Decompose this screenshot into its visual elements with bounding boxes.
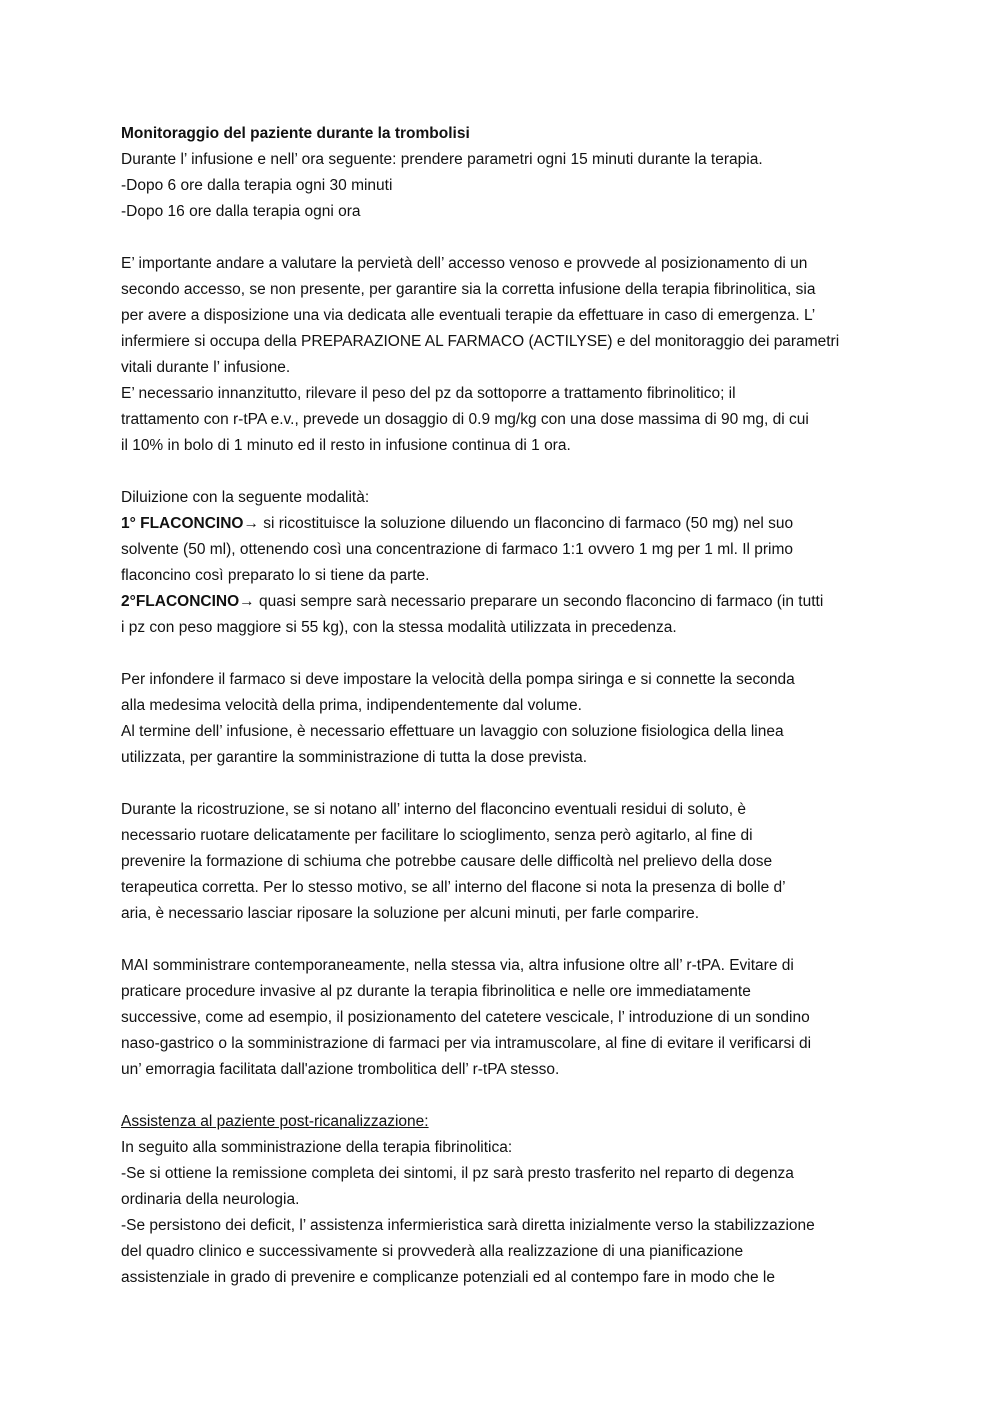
section-title-monitoring: Monitoraggio del paziente durante la trombolisi (121, 125, 470, 142)
paragraph-gap (121, 225, 882, 251)
vial1-text: → si ricostituisce la soluzione diluendo un flaconcino di farmaco (50 mg) nel suo (243, 515, 794, 532)
vial2-label: 2°FLACONCINO (121, 593, 240, 610)
text-line: del quadro clinico e successivamente si provvederà alla realizzazione di una pianificazione (121, 1243, 744, 1260)
text-line: successive, come ad esempio, il posizionamento del catetere vescicale, l’ introduzione di un sondino (121, 1009, 810, 1026)
text-line: infermiere si occupa della PREPARAZIONE AL FARMACO (ACTILYSE) e del monitoraggio dei parametri (121, 333, 840, 350)
text-line: Per infondere il farmaco si deve impostare la velocità della pompa siringa e si connette la seconda (121, 671, 795, 688)
text-line: prevenire la formazione di schiuma che potrebbe causare delle difficoltà nel prelievo della dose (121, 853, 773, 870)
section-title-post-recanalization: Assistenza al paziente post-ricanalizzazione: (121, 1113, 429, 1130)
text-line: praticare procedure invasive al pz durante la terapia fibrinolitica e nelle ore immediatamente (121, 983, 751, 1000)
text-line: -Se si ottiene la remissione completa dei sintomi, il pz sarà presto trasferito nel reparto di degenza (121, 1165, 794, 1182)
text-line: per avere a disposizione una via dedicata alle eventuali terapie da effettuare in caso di emergenza. L’ (121, 307, 816, 324)
text-line: MAI somministrare contemporaneamente, nella stessa via, altra infusione oltre all’ r-tPA. Evitare di (121, 957, 794, 974)
text-line: il 10% in bolo di 1 minuto ed il resto in infusione continua di 1 ora. (121, 437, 571, 454)
text-line: In seguito alla somministrazione della terapia fibrinolitica: (121, 1139, 513, 1156)
text-line: Durante la ricostruzione, se si notano all’ interno del flaconcino eventuali residui di soluto, è (121, 801, 746, 818)
text-line: solvente (50 ml), ottenendo così una concentrazione di farmaco 1:1 ovvero 1 mg per 1 ml. Il primo (121, 541, 794, 558)
text-line: flaconcino così preparato lo si tiene da parte. (121, 567, 430, 584)
text-line: necessario ruotare delicatamente per facilitare lo scioglimento, senza però agitarlo, al fine di (121, 827, 753, 844)
text-line: ordinaria della neurologia. (121, 1191, 300, 1208)
text-line: E’ importante andare a valutare la pervietà dell’ accesso venoso e provvede al posizionamento di un (121, 255, 808, 272)
vial2-text: → quasi sempre sarà necessario preparare un secondo flaconcino di farmaco (in tutti (239, 593, 824, 610)
text-line (121, 511, 882, 537)
text-line: E’ necessario innanzitutto, rilevare il peso del pz da sottoporre a trattamento fibrinolitico; il (121, 385, 736, 402)
text-line: assistenziale in grado di prevenire e complicanze potenziali ed al contempo fare in modo che le (121, 1269, 775, 1286)
paragraph-gap (121, 771, 882, 797)
text-line: vitali durante l’ infusione. (121, 359, 291, 376)
paragraph-gap (121, 1083, 882, 1109)
text-line: aria, è necessario lasciar riposare la soluzione per alcuni minuti, per farle comparire. (121, 905, 700, 922)
text-line: Durante l’ infusione e nell’ ora seguente: prendere parametri ogni 15 minuti durante la terapia. (121, 151, 763, 168)
text-line: un’ emorragia facilitata dall'azione trombolitica dell’ r-tPA stesso. (121, 1061, 560, 1078)
vial1-label: 1° FLACONCINO (121, 515, 244, 532)
text-line (121, 589, 882, 615)
paragraph-gap (121, 459, 882, 485)
text-line: terapeutica corretta. Per lo stesso motivo, se all’ interno del flacone si nota la presenza di bolle d’ (121, 879, 786, 896)
text-line: alla medesima velocità della prima, indipendentemente dal volume. (121, 697, 582, 714)
text-line: secondo accesso, se non presente, per garantire sia la corretta infusione della terapia fibrinolitica, sia (121, 281, 816, 298)
text-line: utilizzata, per garantire la somministrazione di tutta la dose prevista. (121, 749, 588, 766)
text-line: naso-gastrico o la somministrazione di farmaci per via intramuscolare, al fine di evitare il verificarsi di (121, 1035, 812, 1052)
text-line: Al termine dell’ infusione, è necessario effettuare un lavaggio con soluzione fisiologica della linea (121, 723, 784, 740)
text-line: Diluizione con la seguente modalità: (121, 489, 370, 506)
paragraph-gap (121, 927, 882, 953)
text-line: -Dopo 6 ore dalla terapia ogni 30 minuti (121, 177, 393, 194)
text-line: -Se persistono dei deficit, l’ assistenza infermieristica sarà diretta inizialmente verso la stabilizzazione (121, 1217, 815, 1234)
paragraph-gap (121, 641, 882, 667)
text-line: -Dopo 16 ore dalla terapia ogni ora (121, 203, 361, 220)
text-line: trattamento con r-tPA e.v., prevede un dosaggio di 0.9 mg/kg con una dose massima di 90 mg, di cui (121, 411, 809, 428)
text-line: i pz con peso maggiore si 55 kg), con la stessa modalità utilizzata in precedenza. (121, 619, 677, 636)
